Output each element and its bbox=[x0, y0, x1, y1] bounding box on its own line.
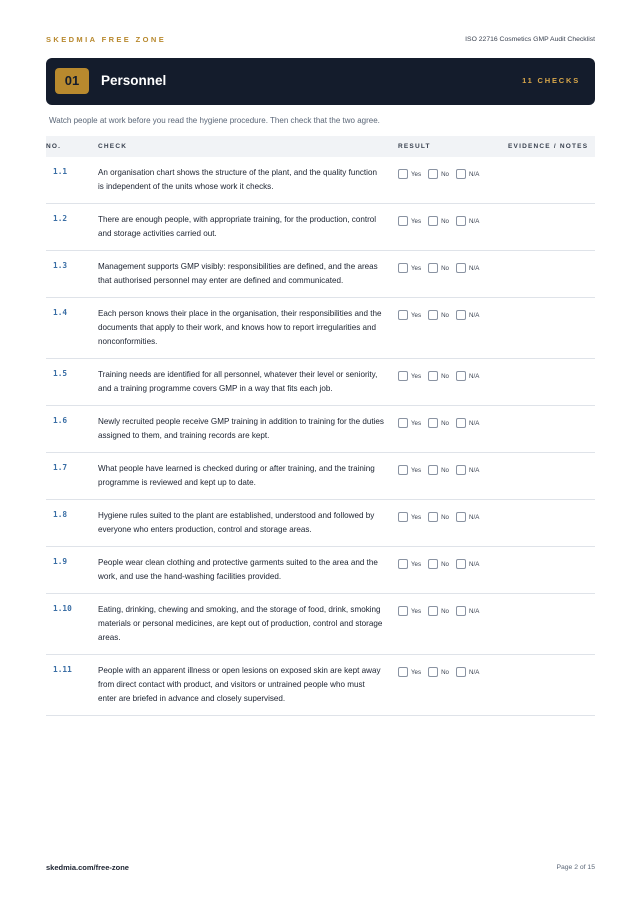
checkbox-yes[interactable] bbox=[398, 606, 408, 616]
result-option-label: No bbox=[441, 311, 450, 319]
page-header bbox=[46, 35, 595, 44]
check-number: 1.4 bbox=[53, 308, 68, 317]
result-option-label: No bbox=[441, 419, 450, 427]
check-number: 1.11 bbox=[53, 665, 72, 674]
checkbox-na[interactable] bbox=[456, 169, 466, 179]
checkbox-na[interactable] bbox=[456, 606, 466, 616]
check-number: 1.5 bbox=[53, 369, 68, 378]
result-option-na[interactable] bbox=[456, 418, 479, 428]
checkbox-yes[interactable] bbox=[398, 216, 408, 226]
result-option-na[interactable] bbox=[456, 465, 479, 475]
result-options bbox=[398, 251, 508, 298]
column-header-result: RESULT bbox=[398, 143, 431, 150]
checkbox-yes[interactable] bbox=[398, 465, 408, 475]
checkbox-no[interactable] bbox=[428, 263, 438, 273]
table-row bbox=[46, 204, 595, 251]
checkbox-na[interactable] bbox=[456, 216, 466, 226]
result-option-label: No bbox=[441, 560, 450, 568]
result-option-no[interactable] bbox=[428, 216, 449, 226]
result-option-no[interactable] bbox=[428, 465, 449, 475]
section-intro: Watch people at work before you read the hygiene procedure. Then check that the two agree. bbox=[49, 116, 380, 125]
table-row bbox=[46, 453, 595, 500]
result-option-label: No bbox=[441, 607, 450, 615]
checkbox-na[interactable] bbox=[456, 310, 466, 320]
section-number: 01 bbox=[55, 68, 89, 94]
evidence-notes-field[interactable] bbox=[508, 594, 595, 655]
checkbox-no[interactable] bbox=[428, 512, 438, 522]
check-text: People with an apparent illness or open lesions on exposed skin are kept away from direct contact with product, and visitors or untrained people who must enter are briefed in advance and closely supervised. bbox=[98, 666, 381, 703]
result-option-label: N/A bbox=[469, 607, 480, 615]
table-row bbox=[46, 500, 595, 547]
result-option-yes[interactable] bbox=[398, 465, 421, 475]
result-option-no[interactable] bbox=[428, 606, 449, 616]
evidence-notes-field[interactable] bbox=[508, 359, 595, 406]
check-text: An organisation chart shows the structure of the plant, and the quality function is independent of the units whose work it checks. bbox=[98, 168, 377, 191]
check-number: 1.2 bbox=[53, 214, 68, 223]
check-number: 1.3 bbox=[53, 261, 68, 270]
table-row bbox=[46, 547, 595, 594]
check-text: There are enough people, with appropriate training, for the production, control and storage activities carried out. bbox=[98, 215, 377, 238]
section-check-count: 11 CHECKS bbox=[522, 76, 580, 85]
result-option-label: Yes bbox=[411, 607, 422, 615]
table-row bbox=[46, 655, 595, 716]
footer-url: skedmia.com/free-zone bbox=[46, 863, 129, 872]
result-option-label: N/A bbox=[469, 668, 480, 676]
check-text: Each person knows their place in the organisation, their responsibilities and the documents that apply to their work, and knows how to report irregularities and nonconformities. bbox=[98, 309, 382, 346]
result-option-yes[interactable] bbox=[398, 512, 421, 522]
checkbox-no[interactable] bbox=[428, 216, 438, 226]
checkbox-no[interactable] bbox=[428, 310, 438, 320]
brand-name: SKEDMIA FREE ZONE bbox=[46, 35, 167, 44]
checkbox-yes[interactable] bbox=[398, 559, 408, 569]
check-number: 1.6 bbox=[53, 416, 68, 425]
result-options bbox=[398, 453, 508, 500]
result-option-label: No bbox=[441, 264, 450, 272]
result-option-na[interactable] bbox=[456, 263, 479, 273]
checkbox-na[interactable] bbox=[456, 371, 466, 381]
evidence-notes-field[interactable] bbox=[508, 204, 595, 251]
result-option-label: N/A bbox=[469, 560, 480, 568]
result-option-label: No bbox=[441, 372, 450, 380]
checkbox-yes[interactable] bbox=[398, 371, 408, 381]
page-number: Page 2 of 15 bbox=[556, 864, 595, 871]
result-option-no[interactable] bbox=[428, 310, 449, 320]
table-row bbox=[46, 594, 595, 655]
result-option-yes[interactable] bbox=[398, 216, 421, 226]
result-option-na[interactable] bbox=[456, 559, 479, 569]
evidence-notes-field[interactable] bbox=[508, 453, 595, 500]
result-option-label: No bbox=[441, 668, 450, 676]
check-text: Newly recruited people receive GMP training in addition to training for the duties assigned to them, and training records are kept. bbox=[98, 417, 384, 440]
checklist-table bbox=[46, 136, 595, 716]
column-header-check: CHECK bbox=[98, 143, 128, 150]
evidence-notes-field[interactable] bbox=[508, 655, 595, 716]
result-options bbox=[398, 594, 508, 655]
evidence-notes-field[interactable] bbox=[508, 298, 595, 359]
result-option-label: Yes bbox=[411, 372, 422, 380]
result-option-yes[interactable] bbox=[398, 310, 421, 320]
result-option-label: N/A bbox=[469, 466, 480, 474]
result-option-label: N/A bbox=[469, 311, 480, 319]
table-row bbox=[46, 157, 595, 204]
result-options bbox=[398, 157, 508, 204]
column-header-evidence: EVIDENCE / NOTES bbox=[508, 143, 589, 150]
result-option-yes[interactable] bbox=[398, 371, 421, 381]
evidence-notes-field[interactable] bbox=[508, 406, 595, 453]
check-text: What people have learned is checked during or after training, and the training programme is reviewed and kept up to date. bbox=[98, 464, 375, 487]
checkbox-yes[interactable] bbox=[398, 512, 408, 522]
result-option-label: Yes bbox=[411, 311, 422, 319]
result-option-na[interactable] bbox=[456, 606, 479, 616]
checkbox-yes[interactable] bbox=[398, 263, 408, 273]
evidence-notes-field[interactable] bbox=[508, 157, 595, 204]
evidence-notes-field[interactable] bbox=[508, 500, 595, 547]
result-option-label: Yes bbox=[411, 217, 422, 225]
checkbox-no[interactable] bbox=[428, 667, 438, 677]
check-text: Eating, drinking, chewing and smoking, and the storage of food, drink, smoking materials or personal medicines, are kept out of production, control and storage areas. bbox=[98, 605, 383, 642]
result-option-na[interactable] bbox=[456, 216, 479, 226]
result-option-na[interactable] bbox=[456, 310, 479, 320]
result-option-label: No bbox=[441, 217, 450, 225]
result-option-label: N/A bbox=[469, 513, 480, 521]
checkbox-yes[interactable] bbox=[398, 310, 408, 320]
checkbox-yes[interactable] bbox=[398, 169, 408, 179]
result-options bbox=[398, 547, 508, 594]
document-title: ISO 22716 Cosmetics GMP Audit Checklist bbox=[465, 36, 595, 43]
result-options bbox=[398, 406, 508, 453]
result-option-label: No bbox=[441, 466, 450, 474]
section-title: Personnel bbox=[101, 73, 167, 88]
result-option-label: No bbox=[441, 170, 450, 178]
checkbox-na[interactable] bbox=[456, 263, 466, 273]
result-options bbox=[398, 500, 508, 547]
check-text: Management supports GMP visibly: responsibilities are defined, and the areas that authorised personnel may enter are defined and communicated. bbox=[98, 262, 378, 285]
result-option-na[interactable] bbox=[456, 371, 479, 381]
result-option-label: N/A bbox=[469, 264, 480, 272]
result-option-label: N/A bbox=[469, 217, 480, 225]
result-option-yes[interactable] bbox=[398, 667, 421, 677]
result-option-na[interactable] bbox=[456, 169, 479, 179]
checkbox-no[interactable] bbox=[428, 169, 438, 179]
result-option-label: Yes bbox=[411, 264, 422, 272]
evidence-notes-field[interactable] bbox=[508, 251, 595, 298]
result-option-label: Yes bbox=[411, 419, 422, 427]
evidence-notes-field[interactable] bbox=[508, 547, 595, 594]
checkbox-na[interactable] bbox=[456, 559, 466, 569]
checkbox-no[interactable] bbox=[428, 418, 438, 428]
checkbox-no[interactable] bbox=[428, 606, 438, 616]
checkbox-na[interactable] bbox=[456, 512, 466, 522]
check-number: 1.1 bbox=[53, 167, 68, 176]
result-option-yes[interactable] bbox=[398, 418, 421, 428]
result-option-na[interactable] bbox=[456, 512, 479, 522]
result-option-label: N/A bbox=[469, 170, 480, 178]
checkbox-na[interactable] bbox=[456, 667, 466, 677]
result-option-label: Yes bbox=[411, 513, 422, 521]
checkbox-yes[interactable] bbox=[398, 418, 408, 428]
result-option-no[interactable] bbox=[428, 371, 449, 381]
result-option-label: N/A bbox=[469, 372, 480, 380]
check-number: 1.10 bbox=[53, 604, 72, 613]
checkbox-na[interactable] bbox=[456, 465, 466, 475]
result-option-label: Yes bbox=[411, 170, 422, 178]
result-option-yes[interactable] bbox=[398, 263, 421, 273]
checkbox-no[interactable] bbox=[428, 371, 438, 381]
table-row bbox=[46, 298, 595, 359]
table-row bbox=[46, 406, 595, 453]
result-option-no[interactable] bbox=[428, 418, 449, 428]
result-option-label: Yes bbox=[411, 560, 422, 568]
result-option-no[interactable] bbox=[428, 263, 449, 273]
result-options bbox=[398, 204, 508, 251]
result-option-no[interactable] bbox=[428, 667, 449, 677]
column-header-no: NO. bbox=[46, 143, 62, 150]
section-banner bbox=[46, 58, 595, 105]
result-option-na[interactable] bbox=[456, 667, 479, 677]
table-row bbox=[46, 359, 595, 406]
result-option-label: Yes bbox=[411, 668, 422, 676]
checkbox-na[interactable] bbox=[456, 418, 466, 428]
result-option-no[interactable] bbox=[428, 559, 449, 569]
result-options bbox=[398, 359, 508, 406]
check-text: Training needs are identified for all personnel, whatever their level or seniority, and a training programme covers GMP in a way that fits each job. bbox=[98, 370, 378, 393]
check-text: People wear clean clothing and protective garments suited to the area and the work, and use the hand-washing facilities provided. bbox=[98, 558, 378, 581]
table-header-row bbox=[46, 136, 595, 157]
result-option-yes[interactable] bbox=[398, 169, 421, 179]
result-option-no[interactable] bbox=[428, 169, 449, 179]
check-number: 1.7 bbox=[53, 463, 68, 472]
result-option-no[interactable] bbox=[428, 512, 449, 522]
checkbox-no[interactable] bbox=[428, 559, 438, 569]
check-number: 1.8 bbox=[53, 510, 68, 519]
checkbox-no[interactable] bbox=[428, 465, 438, 475]
result-option-label: N/A bbox=[469, 419, 480, 427]
table-row bbox=[46, 251, 595, 298]
check-number: 1.9 bbox=[53, 557, 68, 566]
result-option-label: No bbox=[441, 513, 450, 521]
check-text: Hygiene rules suited to the plant are established, understood and followed by everyone who enters production, control and storage areas. bbox=[98, 511, 375, 534]
checkbox-yes[interactable] bbox=[398, 667, 408, 677]
result-options bbox=[398, 298, 508, 359]
result-option-label: Yes bbox=[411, 466, 422, 474]
result-options bbox=[398, 655, 508, 716]
result-option-yes[interactable] bbox=[398, 559, 421, 569]
result-option-yes[interactable] bbox=[398, 606, 421, 616]
